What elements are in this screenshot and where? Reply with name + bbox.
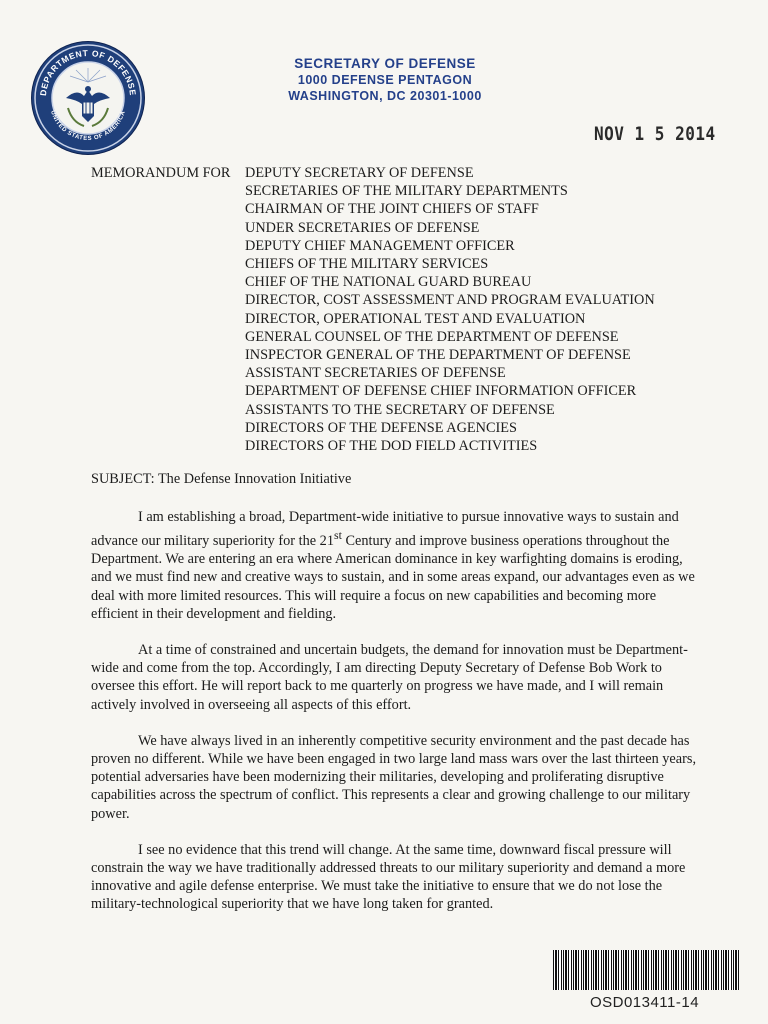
recipient: INSPECTOR GENERAL OF THE DEPARTMENT OF DEFENSE xyxy=(245,347,631,364)
svg-text:UNITED STATES OF AMERICA: UNITED STATES OF AMERICA xyxy=(49,109,127,143)
letterhead xyxy=(240,56,530,104)
dod-seal xyxy=(32,42,144,154)
recipient: DEPUTY CHIEF MANAGEMENT OFFICER xyxy=(245,237,515,254)
recipient: UNDER SECRETARIES OF DEFENSE xyxy=(245,219,480,236)
body-paragraph: I see no evidence that this trend will change. At the same time, downward fiscal pressure will constrain the way we have traditionally addressed threats to our military superiority and demand a more innovative and agile defense enterprise. We must take the initiative to ensure that we do not lose the military-technological superiority that we have long taken for granted. xyxy=(91,841,686,913)
letterhead-title: SECRETARY OF DEFENSE xyxy=(294,56,476,71)
recipient: CHAIRMAN OF THE JOINT CHIEFS OF STAFF xyxy=(245,201,539,218)
memorandum-prefix: MEMORANDUM FOR xyxy=(91,165,231,181)
letterhead-address: 1000 DEFENSE PENTAGON xyxy=(297,73,473,87)
recipient: DEPUTY SECRETARY OF DEFENSE xyxy=(245,165,474,181)
recipient: CHIEFS OF THE MILITARY SERVICES xyxy=(245,256,489,273)
document-number: OSD013411-14 xyxy=(589,994,700,1011)
letterhead-city: WASHINGTON, DC 20301-1000 xyxy=(288,89,482,103)
document-barcode-label xyxy=(547,950,742,1016)
memo-body xyxy=(91,508,703,932)
recipient: GENERAL COUNSEL OF THE DEPARTMENT OF DEFENSE xyxy=(245,328,619,345)
body-paragraph: At a time of constrained and uncertain budgets, the demand for innovation must be Department-wide and come from the top. Accordingly, I am directing Deputy Secretary of Defense Bob Work to oversee this effort. He will report back to me quarterly on progress we have made, and I will remain actively involved in overseeing all aspects of this effort. xyxy=(91,641,688,713)
recipient: DIRECTOR, OPERATIONAL TEST AND EVALUATION xyxy=(245,310,586,327)
subject-line: SUBJECT: The Defense Innovation Initiative xyxy=(91,471,352,487)
recipient: DIRECTORS OF THE DOD FIELD ACTIVITIES xyxy=(245,438,538,455)
svg-text:DEPARTMENT OF DEFENSE: DEPARTMENT OF DEFENSE xyxy=(37,47,139,97)
recipient: DIRECTORS OF THE DEFENSE AGENCIES xyxy=(245,419,517,436)
recipient-list xyxy=(245,164,655,455)
body-paragraph: We have always lived in an inherently competitive security environment and the past decade has proven no different. While we have been engaged in two large land mass wars over the last thirteen years, potential adversaries have been modernizing their militaries, developing and proliferating disruptive capabilities across the spectrum of conflict. This represents a clear and growing challenge to our military power. xyxy=(91,732,697,822)
body-paragraph: I am establishing a broad, Department-wide initiative to pursue innovative ways to sustain and advance our military superiority for the 21st Century and improve business operations throughout the Department. We are entering an era where American dominance in key warfighting domains is eroding, and we must find new and creative ways to sustain, and in some areas expand, our advantages even as we deal with more limited resources. This will require a focus on new capabilities and becoming more efficient in their development and fielding. xyxy=(91,509,695,622)
recipient: ASSISTANT SECRETARIES OF DEFENSE xyxy=(245,365,506,382)
recipient: DEPARTMENT OF DEFENSE CHIEF INFORMATION OFFICER xyxy=(245,383,637,400)
barcode-icon xyxy=(553,950,739,990)
eagle-seal-icon xyxy=(32,42,144,154)
recipient: ASSISTANTS TO THE SECRETARY OF DEFENSE xyxy=(245,401,555,418)
date-stamp: NOV 1 5 2014 xyxy=(594,122,716,145)
recipient: SECRETARIES OF THE MILITARY DEPARTMENTS xyxy=(245,183,568,200)
recipient: DIRECTOR, COST ASSESSMENT AND PROGRAM EVALUATION xyxy=(245,292,655,309)
recipient: CHIEF OF THE NATIONAL GUARD BUREAU xyxy=(245,274,532,291)
